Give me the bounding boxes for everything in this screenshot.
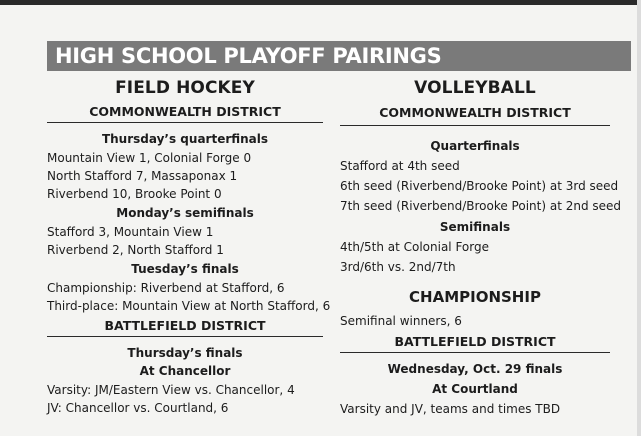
vb-semifinal-game: 3rd/6th vs. 2nd/7th bbox=[340, 259, 456, 274]
vb-quarterfinal-game: 6th seed (Riverbend/Brooke Point) at 3rd seed bbox=[340, 179, 619, 194]
fh-quarterfinal-result: North Stafford 7, Massaponax 1 bbox=[47, 169, 238, 183]
vb-battlefield-district-heading: BATTLEFIELD DISTRICT bbox=[340, 331, 610, 353]
vb-semifinals-heading: Semifinals bbox=[439, 219, 511, 234]
page-title: HIGH SCHOOL PLAYOFF PAIRINGS bbox=[47, 41, 631, 71]
fh-quarterfinals-heading: Thursday’s quarterfinals bbox=[101, 132, 269, 146]
volleyball-column bbox=[340, 75, 622, 419]
fh-final-game: Third-place: Mountain View at North Stafford, 6 bbox=[47, 299, 331, 313]
fh-quarterfinal-result: Riverbend 10, Brooke Point 0 bbox=[47, 187, 222, 201]
fh-final-game: Championship: Riverbend at Stafford, 6 bbox=[47, 281, 285, 295]
fh-battlefield-game: JV: Chancellor vs. Courtland, 6 bbox=[47, 401, 229, 415]
page-edge bbox=[637, 0, 641, 436]
fh-battlefield-game: Varsity: JM/Eastern View vs. Chancellor, 4 bbox=[47, 383, 295, 397]
vb-quarterfinals-heading: Quarterfinals bbox=[430, 139, 520, 153]
fh-semifinal-result: Stafford 3, Mountain View 1 bbox=[47, 225, 214, 239]
fh-semifinal-result: Riverbend 2, North Stafford 1 bbox=[47, 243, 224, 257]
vb-commonwealth-district-heading: COMMONWEALTH DISTRICT bbox=[340, 101, 610, 126]
fh-battlefield-finals-heading: Thursday’s finals bbox=[127, 346, 243, 360]
vb-quarterfinal-game: Stafford at 4th seed bbox=[340, 159, 460, 173]
field-hockey-column bbox=[47, 75, 331, 417]
field-hockey-heading: FIELD HOCKEY bbox=[115, 78, 255, 98]
fh-battlefield-district-heading: BATTLEFIELD DISTRICT bbox=[47, 315, 323, 337]
vb-quarterfinal-game: 7th seed (Riverbend/Brooke Point) at 2nd seed bbox=[340, 199, 622, 214]
vb-championship-heading: CHAMPIONSHIP bbox=[409, 287, 541, 306]
top-rule bbox=[0, 0, 641, 5]
fh-finals-heading: Tuesday’s finals bbox=[131, 262, 239, 276]
volleyball-heading: VOLLEYBALL bbox=[414, 78, 536, 98]
vb-battlefield-finals-heading: Wednesday, Oct. 29 finals bbox=[387, 362, 563, 377]
vb-championship-game: Semifinal winners, 6 bbox=[340, 313, 462, 328]
fh-commonwealth-district-heading: COMMONWEALTH DISTRICT bbox=[47, 101, 323, 123]
vb-semifinal-game: 4th/5th at Colonial Forge bbox=[340, 239, 489, 254]
vb-battlefield-location: At Courtland bbox=[432, 382, 518, 397]
fh-semifinals-heading: Monday’s semifinals bbox=[116, 206, 254, 220]
fh-quarterfinal-result: Mountain View 1, Colonial Forge 0 bbox=[47, 151, 252, 165]
fh-battlefield-location: At Chancellor bbox=[139, 364, 231, 378]
vb-battlefield-game: Varsity and JV, teams and times TBD bbox=[340, 402, 561, 417]
